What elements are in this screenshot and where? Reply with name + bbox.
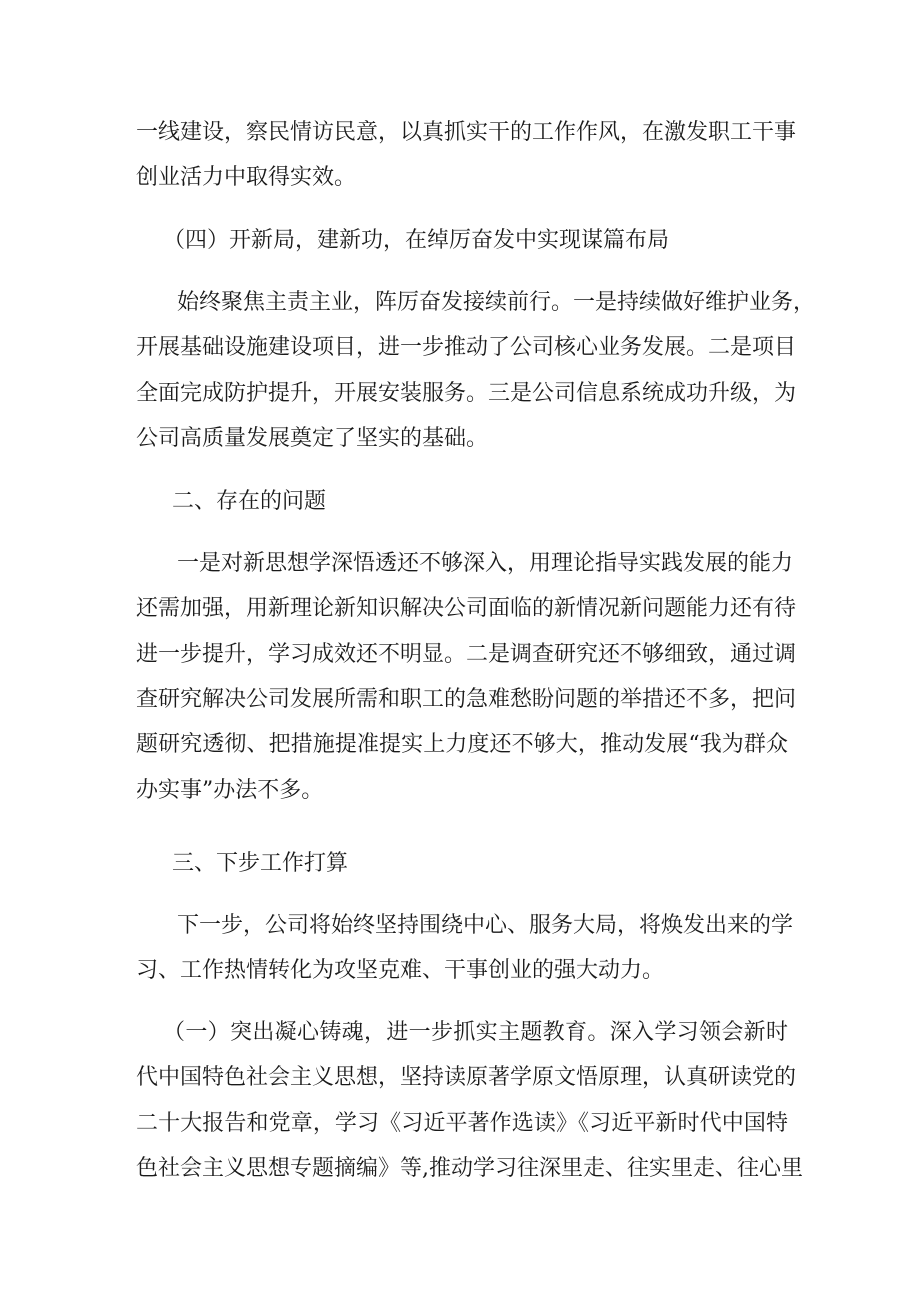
body-text-line: 办实事”办法不多。 bbox=[136, 778, 324, 803]
body-text-line: 创业活力中取得实效。 bbox=[136, 165, 357, 190]
body-text-line: 全面完成防护提升，开展安装服务。三是公司信息系统成功升级，为 bbox=[136, 381, 797, 406]
body-text-line: 查研究解决公司发展所需和职工的急难愁盼问题的举措还不多，把问 bbox=[136, 687, 797, 712]
body-text-line: 习、工作热情转化为攻坚克难、干事创业的强大动力。 bbox=[136, 958, 665, 983]
body-text-line: 开展基础设施建设项目，进一步推动了公司核心业务发展。二是项目 bbox=[136, 335, 797, 360]
body-text-line: 进一步提升，学习成效还不明显。二是调查研究还不够细致，通过调 bbox=[136, 642, 797, 667]
body-text-line: 色社会主义思想专题摘编》等,推动学习往深里走、往实里走、往心里 bbox=[136, 1156, 803, 1181]
body-text-line: 下一步，公司将始终坚持围绕中心、服务大局，将焕发出来的学 bbox=[177, 913, 794, 938]
body-text-line: 公司高质量发展奠定了坚实的基础。 bbox=[136, 426, 489, 451]
body-text-line: 一是对新思想学深悟透还不够深入，用理论指导实践发展的能力 bbox=[177, 551, 794, 576]
body-text-line: （一）突出凝心铸魂，进一步抓实主题教育。深入学习领会新时 bbox=[163, 1020, 788, 1045]
section-heading-2: 二、存在的问题 bbox=[172, 489, 327, 514]
body-text-line: 代中国特色社会主义思想，坚持读原著学原文悟原理，认真研读党的 bbox=[136, 1065, 797, 1090]
body-text-line: 二十大报告和党章，学习《习近平著作选读》《习近平新时代中国特 bbox=[136, 1111, 788, 1136]
body-text-line: 一线建设，察民情访民意，以真抓实干的工作作风，在激发职工干事 bbox=[136, 120, 797, 145]
body-text-line: 始终聚焦主责主业，阵厉奋发接续前行。一是持续做好维护业务， bbox=[177, 290, 816, 315]
body-text-line: 题研究透彻、把措施提准提实上力度还不够大，推动发展“我为群众 bbox=[136, 732, 788, 757]
section-heading-3: 三、下步工作打算 bbox=[172, 851, 349, 876]
body-text-line: 还需加强，用新理论新知识解决公司面临的新情况新问题能力还有待 bbox=[136, 596, 797, 621]
section-heading-4: （四）开新局，建新功，在绰厉奋发中实现谋篇布局 bbox=[163, 228, 670, 253]
